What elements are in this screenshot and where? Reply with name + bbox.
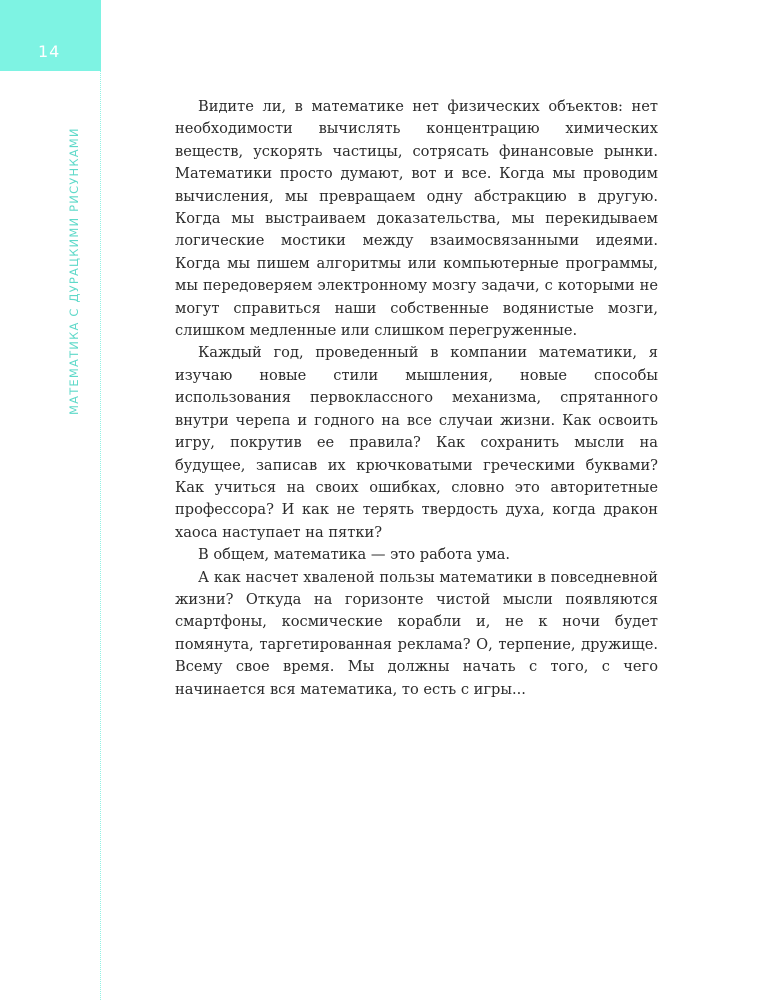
body-text [175,96,658,701]
paragraph-4: А как насчет хваленой пользы математики в повседневной жизни? Откуда на горизонте чистой мысли появляются смартфоны, космические корабли и, не к ночи будет помянута, таргетированная реклама? О, терпение, дружище. Всему свое время. Мы должны начать с того, с чего начинается вся математика, то есть с игры... [175,568,658,698]
paragraph-3: В общем, математика — это работа ума. [198,546,511,564]
running-head: МАТЕМАТИКА С ДУРАЦКИМИ РИСУНКАМИ [67,127,81,415]
page-number: 14 [38,42,61,61]
paragraph-2: Каждый год, проведенный в компании математики, я изучаю новые стили мышления, новые способы использования первоклассного механизма, спрятанного внутри черепа и годного на все случаи жизни. Как освоить игру, покрутив ее правила? Как сохранить мысли на будущее, записав их крючковатыми греческими буквами? Как учиться на своих ошибках, словно это авторитетные профессора? И как не терять твердость духа, когда дракон хаоса наступает на пятки? [175,344,658,541]
page-number-block [0,0,101,71]
margin-dotted-rule [100,71,101,1000]
paragraph-1: Видите ли, в математике нет физических объектов: нет необходимости вычислять концентрацию химических веществ, ускорять частицы, сотрясать финансовые рынки. Математики просто думают, вот и все. Когда мы проводим вычисления, мы превращаем одну абстракцию в другую. Когда мы выстраиваем доказательства, мы перекидываем логические мостики между взаимосвязанными идеями. Когда мы пишем алгоритмы или компьютерные программы, мы передоверяем электронному мозгу задачи, с которыми не могут справиться наши собственные водянистые мозги, слишком медленные или слишком перегруженные. [175,98,658,340]
